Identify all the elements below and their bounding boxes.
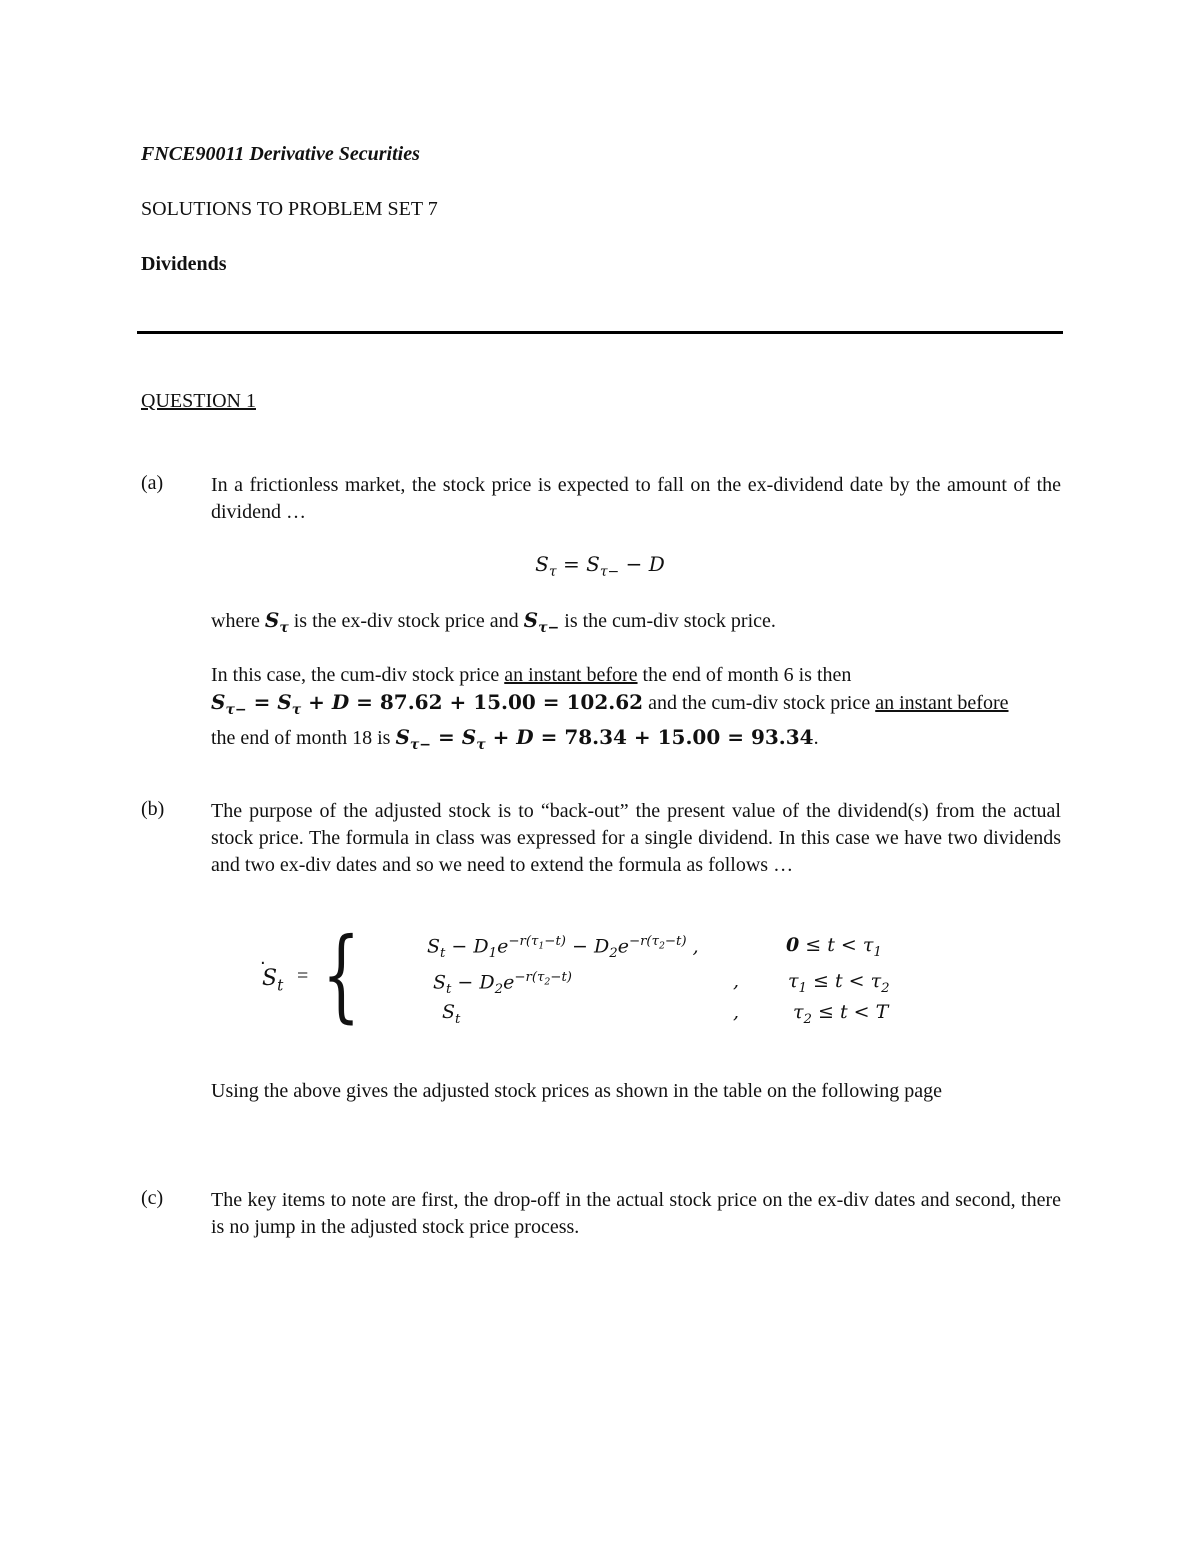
part-b-label: (b) (141, 798, 165, 820)
case-1-condition: $0 \le t < \tau_1$ (786, 934, 882, 960)
topic-title: Dividends (141, 253, 227, 275)
part-a-case: In this case, the cum-div stock price an instant before the end of month 6 is then $S_{\tau-} = S_\tau + D = 87.62 + 15.00 = 102.62$ and the cum-div stock price an instant before the end of month 18 is $S_{\tau-} = S_\tau + D = 78.34 + 15.00 = 93.34$. (211, 664, 1009, 753)
horizontal-rule (137, 331, 1063, 334)
case-3-expression: $S_t$ (442, 1001, 461, 1027)
case-2-expression: $S_t - D_2e^{-r(\tau_2-t)}$ (433, 970, 572, 998)
left-brace: { (322, 916, 361, 1033)
part-a-label: (a) (141, 472, 164, 494)
adjusted-dot: · (260, 953, 266, 974)
calc-month-18: 78.34 + 15.00 = 93.34 (564, 725, 814, 749)
course-title: FNCE90011 Derivative Securities (141, 143, 420, 165)
problem-set-title: SOLUTIONS TO PROBLEM SET 7 (141, 198, 438, 220)
calc-month-6: 87.62 + 15.00 = 102.62 (379, 690, 644, 714)
part-c-text: The key items to note are first, the drop-off in the actual stock price on the ex-div dates and second, there is no jump in the adjusted stock price process. (211, 1189, 1061, 1238)
question-heading: QUESTION 1 (141, 390, 256, 412)
case-1-expression: $S_t - D_1e^{-r(\tau_1-t)} - D_2e^{-r(\tau_2-t)}$ , (427, 934, 699, 962)
adjusted-price-lhs: $S_t$ (262, 966, 284, 995)
equals-sign: = (297, 965, 309, 987)
part-b-follow: Using the above gives the adjusted stock prices as shown in the table on the following page (211, 1080, 942, 1102)
part-c-label: (c) (141, 1187, 164, 1209)
case-2-comma: , (733, 970, 740, 992)
case-2-condition: $\tau_1 \le t < \tau_2$ (788, 970, 890, 996)
case-3-comma: , (733, 1001, 740, 1023)
part-b-text: The purpose of the adjusted stock is to “back-out” the present value of the dividend(s) from the actual stock price. The formula in class was expressed for a single dividend. In this case we have two dividends and two ex-div dates and so we need to extend the formula as follows … (211, 800, 1061, 876)
ex-div-equation: $S_\tau = S_{\tau-} - D$ (535, 552, 665, 580)
case-3-condition: $\tau_2 \le t < T$ (793, 1001, 889, 1027)
part-a-intro: In a frictionless market, the stock price is expected to fall on the ex-dividend date by the amount of the dividend … (211, 474, 1061, 523)
part-a-where: where $S_\tau$ is the ex-div stock price and $S_{\tau-}$ is the cum-div stock price. (211, 608, 776, 636)
